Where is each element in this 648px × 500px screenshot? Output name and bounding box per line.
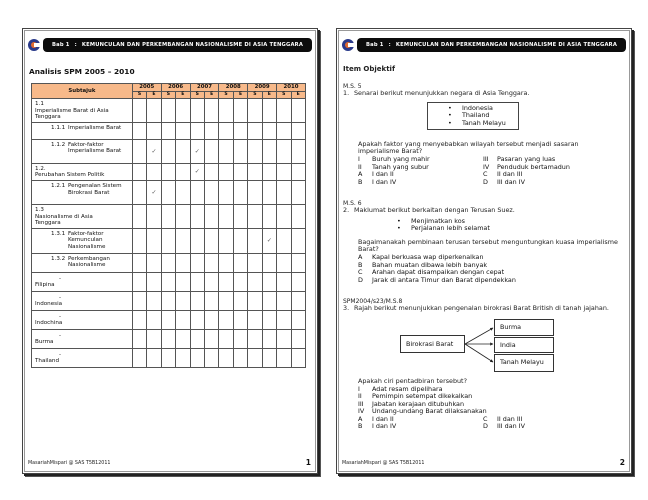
subtopic-header: Subtajuk: [32, 84, 133, 99]
analysis-cell-2007-E: [204, 348, 218, 367]
analysis-cell-2009-E: [262, 348, 276, 367]
q1-option-a[interactable]: A I dan II: [358, 170, 394, 178]
q2-number: 2.: [343, 206, 350, 214]
analysis-cell-2009-S: [248, 348, 262, 367]
analysis-cell-2010-E: [291, 139, 306, 163]
analysis-cell-2009-S: [248, 253, 262, 272]
chapter-number: Bab 1: [52, 42, 70, 48]
subtopic-label: Imperialisme Barat di Asia Tenggara: [35, 107, 109, 121]
list-item: • Thailand: [448, 111, 490, 120]
q2-reference: M.S. 6: [343, 200, 362, 207]
year-header: 2008: [219, 84, 248, 92]
analysis-cell-2007-E: [204, 163, 218, 180]
analysis-cell-2010-S: [277, 291, 291, 310]
analysis-cell-2008-E: [233, 204, 247, 228]
table-row: [32, 180, 306, 204]
analysis-cell-2005-E: [147, 348, 161, 367]
subtopic-number: -: [59, 275, 62, 282]
analysis-cell-2007-S: [190, 272, 204, 291]
analysis-cell-2009-E: [262, 139, 276, 163]
q3-statement: II Pemimpin setempat dikekalkan: [358, 392, 473, 400]
subtopic-number: 1.1.1: [51, 124, 66, 131]
analysis-cell-2006-E: [176, 122, 190, 139]
year-header: 2010: [277, 84, 306, 92]
list-item: • Menjimatkan kos: [397, 217, 465, 225]
analysis-cell-2009-S: [248, 99, 262, 123]
page-number: 2: [619, 458, 625, 467]
document-page-2: [336, 28, 632, 474]
analysis-cell-2010-S: [277, 99, 291, 123]
analysis-cell-2005-S: [132, 122, 146, 139]
q3-statement: I Adat resam dipelihara: [358, 384, 443, 393]
analysis-cell-2009-S: [248, 228, 262, 253]
sub-column-header: E: [291, 92, 306, 99]
checkmark-icon: ✓: [194, 168, 200, 176]
analysis-cell-2005-E: [147, 204, 161, 228]
subtopic-number: 1.3.1: [51, 230, 66, 237]
subtopic-label: Thailand: [35, 358, 60, 365]
checkmark-icon: ✓: [151, 188, 157, 196]
list-item: • Tanah Melayu: [448, 118, 506, 127]
page-footer: MasariahMispari @ SAS T5B12011: [342, 461, 425, 466]
analysis-cell-2005-S: [132, 180, 146, 204]
analysis-cell-2006-S: [161, 253, 175, 272]
analysis-cell-2007-S: [190, 204, 204, 228]
analysis-cell-2010-S: [277, 348, 291, 367]
subtopic-number: -: [59, 332, 62, 339]
analysis-cell-2010-S: [277, 139, 291, 163]
document-page-1: [22, 28, 318, 474]
analysis-cell-2007-E: [204, 291, 218, 310]
chapter-separator: :: [74, 42, 77, 48]
analysis-cell-2005-E: [147, 228, 161, 253]
diagram-target-box: India: [494, 337, 554, 353]
analysis-cell-2010-S: [277, 253, 291, 272]
analysis-cell-2009-E: [262, 329, 276, 348]
q1-statement: III Pasaran yang luas: [483, 155, 556, 163]
analysis-cell-2009-E: [262, 122, 276, 139]
analysis-cell-2005-S: [132, 348, 146, 367]
school-logo-icon: [28, 39, 40, 51]
analysis-cell-2006-S: [161, 122, 175, 139]
subtopic-number: 1.2.1: [51, 182, 66, 189]
analysis-cell-2010-E: [291, 253, 306, 272]
year-header: 2006: [161, 84, 190, 92]
analysis-cell-2007-E: [204, 310, 218, 329]
analysis-cell-2009-E: [262, 253, 276, 272]
analysis-cell-2007-E: [204, 272, 218, 291]
table-row: [32, 272, 306, 291]
analysis-cell-2008-S: [219, 163, 233, 180]
sub-column-header: S: [132, 92, 146, 99]
table-row: [32, 253, 306, 272]
analysis-cell-2005-E: [147, 99, 161, 123]
sub-column-header: E: [176, 92, 190, 99]
checkmark-icon: ✓: [194, 147, 200, 155]
analysis-cell-2009-E: [262, 228, 276, 253]
analysis-cell-2006-E: [176, 163, 190, 180]
analysis-cell-2010-S: [277, 310, 291, 329]
page-title: Analisis SPM 2005 – 2010: [29, 67, 135, 76]
table-row: [32, 204, 306, 228]
analysis-cell-2010-E: [291, 99, 306, 123]
analysis-cell-2009-E: [262, 272, 276, 291]
analysis-cell-2005-S: [132, 272, 146, 291]
sub-column-header: E: [262, 92, 276, 99]
q1-option-d[interactable]: D III dan IV: [483, 177, 525, 186]
q2-text: Maklumat berikut berkaitan dengan Terusan Suez.: [354, 206, 515, 214]
subtopic-cell: [32, 310, 133, 329]
analysis-cell-2007-E: [204, 122, 218, 139]
analysis-cell-2010-E: [291, 329, 306, 348]
analysis-cell-2007-S: [190, 310, 204, 329]
table-row: [32, 329, 306, 348]
table-row: [32, 139, 306, 163]
q2-option-c[interactable]: C Arahan dapat disampaikan dengan cepat: [358, 268, 505, 276]
analysis-cell-2007-S: [190, 329, 204, 348]
analysis-cell-2006-E: [176, 348, 190, 367]
analysis-cell-2005-S: [132, 228, 146, 253]
analysis-cell-2010-E: [291, 228, 306, 253]
analysis-cell-2008-S: [219, 272, 233, 291]
section-title: Item Objektif: [343, 65, 395, 73]
table-row: [32, 163, 306, 180]
analysis-cell-2007-S: [190, 99, 204, 123]
q1-question: Apakah faktor yang menyebabkan wilayah tersebut menjadi sasaran imperialisme Barat?: [358, 140, 579, 156]
analysis-cell-2007-S: [190, 291, 204, 310]
analysis-cell-2008-E: [233, 139, 247, 163]
analysis-cell-2005-S: [132, 163, 146, 180]
subtopic-label: Perkembangan Nasionalisme: [68, 255, 110, 269]
analysis-cell-2008-E: [233, 291, 247, 310]
analysis-cell-2005-E: [147, 180, 161, 204]
analysis-cell-2006-S: [161, 139, 175, 163]
analysis-cell-2005-E: [147, 272, 161, 291]
table-row: [32, 348, 306, 367]
subtopic-cell: [32, 139, 133, 163]
analysis-cell-2005-E: [147, 310, 161, 329]
analysis-cell-2009-S: [248, 163, 262, 180]
analysis-cell-2005-S: [132, 204, 146, 228]
analysis-cell-2005-E: [147, 163, 161, 180]
subtopic-label: Faktor-faktor Kemunculan Nasionalisme: [68, 230, 106, 250]
subtopic-label: Indonesia: [35, 301, 63, 308]
analysis-cell-2006-S: [161, 99, 175, 123]
analysis-cell-2005-E: [147, 253, 161, 272]
subtopic-number: -: [59, 351, 62, 358]
analysis-cell-2010-S: [277, 180, 291, 204]
analysis-cell-2005-S: [132, 329, 146, 348]
analysis-cell-2005-E: [147, 122, 161, 139]
checkmark-icon: ✓: [266, 237, 272, 245]
subtopic-number: 1.2.: [35, 165, 46, 172]
analysis-cell-2006-S: [161, 329, 175, 348]
analysis-cell-2009-S: [248, 139, 262, 163]
subtopic-label: Faktor-faktor Imperialisme Barat: [68, 141, 122, 155]
q3-statement: III Jabatan kerajaan ditubuhkan: [358, 399, 465, 408]
chapter-title: KEMUNCULAN DAN PERKEMBANGAN NASIONALISME DI ASIA TENGGARA: [81, 42, 304, 48]
subtopic-number: 1.1: [35, 101, 44, 107]
subtopic-number: 1.1.2: [51, 141, 66, 148]
sub-column-header: S: [248, 92, 262, 99]
subtopic-cell: [32, 99, 133, 123]
analysis-cell-2009-S: [248, 291, 262, 310]
q2-option-a[interactable]: A Kapal berkuasa wap diperkenalkan: [358, 253, 484, 261]
analysis-cell-2007-S: [190, 163, 204, 180]
analysis-cell-2006-S: [161, 228, 175, 253]
q1-statement: I Buruh yang mahir: [358, 155, 430, 163]
analysis-cell-2005-S: [132, 310, 146, 329]
subtopic-label: Pengenalan Sistem Birokrasi Barat: [68, 182, 122, 196]
diagram-target-box: Tanah Melayu: [494, 354, 554, 372]
subtopic-label: Burma: [35, 339, 54, 346]
q1-text: Senarai berikut menunjukkan negara di Asia Tenggara.: [354, 89, 530, 97]
analysis-cell-2007-E: [204, 253, 218, 272]
analysis-cell-2008-S: [219, 291, 233, 310]
subtopic-label: Imperialisme Barat: [68, 124, 122, 131]
analysis-cell-2005-E: [147, 139, 161, 163]
analysis-cell-2008-E: [233, 163, 247, 180]
analysis-cell-2005-S: [132, 139, 146, 163]
q1-statement: II Tanah yang subur: [358, 162, 429, 171]
subtopic-number: 1.3.2: [51, 255, 66, 262]
analysis-cell-2010-E: [291, 348, 306, 367]
chapter-header: [28, 38, 312, 52]
sub-column-header: E: [147, 92, 161, 99]
analysis-cell-2008-S: [219, 180, 233, 204]
analysis-cell-2008-S: [219, 329, 233, 348]
analysis-cell-2005-E: [147, 329, 161, 348]
analysis-cell-2006-E: [176, 329, 190, 348]
q2-option-d[interactable]: D Jarak di antara Timur dan Barat dipendekkan: [358, 275, 516, 284]
analysis-cell-2009-E: [262, 204, 276, 228]
chapter-separator: :: [388, 42, 391, 48]
sub-column-header: E: [233, 92, 247, 99]
sub-column-header: E: [204, 92, 218, 99]
sub-column-header: S: [219, 92, 233, 99]
q3-option-b[interactable]: B I dan IV: [358, 422, 397, 430]
analysis-cell-2008-E: [233, 180, 247, 204]
q3-option-a[interactable]: A I dan II: [358, 414, 394, 423]
analysis-cell-2007-E: [204, 228, 218, 253]
table-row: [32, 122, 306, 139]
subtopic-cell: [32, 180, 133, 204]
analysis-cell-2009-S: [248, 272, 262, 291]
analysis-cell-2009-S: [248, 122, 262, 139]
analysis-cell-2007-S: [190, 139, 204, 163]
spm-analysis-table: [31, 83, 306, 368]
analysis-cell-2006-S: [161, 291, 175, 310]
analysis-cell-2007-E: [204, 99, 218, 123]
table-row: [32, 310, 306, 329]
analysis-cell-2008-S: [219, 204, 233, 228]
analysis-cell-2006-E: [176, 291, 190, 310]
year-header: 2007: [190, 84, 219, 92]
analysis-cell-2008-E: [233, 253, 247, 272]
table-row: [32, 291, 306, 310]
sub-column-header: S: [190, 92, 204, 99]
page-footer: MasariahMispari @ SAS T5B12011: [28, 461, 111, 466]
chapter-title: KEMUNCULAN DAN PERKEMBANGAN NASIONALISME DI ASIA TENGGARA: [395, 42, 618, 48]
analysis-cell-2008-S: [219, 122, 233, 139]
q1-option-b[interactable]: B I dan IV: [358, 177, 397, 186]
analysis-cell-2009-E: [262, 99, 276, 123]
q3-statement: IV Undang-undang Barat dilaksanakan: [358, 407, 487, 415]
analysis-cell-2008-S: [219, 348, 233, 367]
analysis-cell-2006-E: [176, 272, 190, 291]
subtopic-cell: [32, 253, 133, 272]
diagram-source-box: Birokrasi Barat: [400, 335, 465, 353]
analysis-cell-2007-E: [204, 139, 218, 163]
analysis-cell-2006-E: [176, 180, 190, 204]
analysis-cell-2006-S: [161, 204, 175, 228]
q3-option-d[interactable]: D III dan IV: [483, 422, 525, 430]
analysis-cell-2010-S: [277, 329, 291, 348]
year-header: 2005: [132, 84, 161, 92]
q1-statement: IV Penduduk bertamadun: [483, 162, 570, 171]
analysis-cell-2009-S: [248, 180, 262, 204]
analysis-cell-2008-E: [233, 122, 247, 139]
subtopic-cell: [32, 228, 133, 253]
analysis-cell-2010-S: [277, 204, 291, 228]
analysis-cell-2010-E: [291, 204, 306, 228]
q2-question: Bagaimanakah pembinaan terusan tersebut menguntungkan kuasa imperialisme Barat?: [358, 238, 618, 254]
analysis-cell-2008-S: [219, 253, 233, 272]
analysis-cell-2007-E: [204, 180, 218, 204]
analysis-cell-2006-E: [176, 204, 190, 228]
analysis-cell-2005-E: [147, 291, 161, 310]
analysis-cell-2007-E: [204, 329, 218, 348]
subtopic-label: Perubahan Sistem Politik: [35, 172, 105, 179]
analysis-cell-2005-S: [132, 291, 146, 310]
table-body: [32, 99, 306, 368]
analysis-cell-2009-E: [262, 163, 276, 180]
subtopic-label: Filipina: [35, 282, 55, 289]
q3-question: Apakah ciri pentadbiran tersebut?: [358, 377, 467, 385]
analysis-cell-2008-E: [233, 228, 247, 253]
subtopic-label: Indochina: [35, 320, 63, 327]
chapter-header-bar: [43, 38, 312, 52]
sub-column-header: S: [161, 92, 175, 99]
analysis-cell-2006-S: [161, 163, 175, 180]
analysis-cell-2007-S: [190, 253, 204, 272]
analysis-cell-2010-S: [277, 122, 291, 139]
diagram-target-box: Burma: [494, 319, 554, 336]
subtopic-cell: [32, 291, 133, 310]
analysis-cell-2010-E: [291, 291, 306, 310]
analysis-cell-2010-E: [291, 310, 306, 329]
q1-number: 1.: [343, 89, 350, 97]
analysis-cell-2009-E: [262, 291, 276, 310]
analysis-cell-2008-S: [219, 228, 233, 253]
analysis-cell-2010-S: [277, 163, 291, 180]
subtopic-label: Nasionalisme di Asia Tenggara: [35, 213, 93, 227]
analysis-cell-2006-S: [161, 310, 175, 329]
q3-option-c[interactable]: C II dan III: [483, 414, 523, 423]
analysis-cell-2006-E: [176, 253, 190, 272]
analysis-cell-2005-S: [132, 253, 146, 272]
q2-option-b[interactable]: B Bahan muatan dibawa lebih banyak: [358, 260, 488, 269]
analysis-cell-2005-S: [132, 99, 146, 123]
list-item: • Indonesia: [448, 104, 493, 112]
table-row: [32, 228, 306, 253]
subtopic-cell: [32, 163, 133, 180]
analysis-cell-2006-S: [161, 180, 175, 204]
table-row: [32, 99, 306, 123]
analysis-cell-2008-E: [233, 329, 247, 348]
analysis-cell-2010-E: [291, 180, 306, 204]
subtopic-cell: [32, 272, 133, 291]
analysis-cell-2008-E: [233, 272, 247, 291]
analysis-cell-2010-E: [291, 272, 306, 291]
analysis-cell-2010-S: [277, 272, 291, 291]
analysis-cell-2008-E: [233, 348, 247, 367]
list-item: • Perjalanan lebih selamat: [397, 224, 490, 233]
subtopic-cell: [32, 348, 133, 367]
subtopic-cell: [32, 122, 133, 139]
year-header: 2009: [248, 84, 277, 92]
analysis-cell-2009-S: [248, 204, 262, 228]
analysis-cell-2010-S: [277, 228, 291, 253]
q3-reference: SPM2004/s23/M.S.8: [343, 298, 403, 305]
q1-reference: M.S. 5: [343, 83, 362, 90]
analysis-cell-2007-S: [190, 122, 204, 139]
analysis-cell-2007-S: [190, 180, 204, 204]
sub-column-header: S: [277, 92, 291, 99]
subtopic-cell: [32, 204, 133, 228]
q3-text: Rajah berikut menunjukkan pengenalan birokrasi Barat British di tanah jajahan.: [354, 304, 609, 312]
analysis-cell-2007-S: [190, 228, 204, 253]
subtopic-number: -: [59, 294, 62, 301]
analysis-cell-2006-E: [176, 139, 190, 163]
analysis-cell-2006-S: [161, 348, 175, 367]
analysis-cell-2008-S: [219, 99, 233, 123]
analysis-cell-2009-E: [262, 180, 276, 204]
analysis-cell-2009-S: [248, 310, 262, 329]
subtopic-cell: [32, 329, 133, 348]
chapter-number: Bab 1: [366, 42, 384, 48]
analysis-cell-2006-E: [176, 310, 190, 329]
analysis-cell-2009-S: [248, 329, 262, 348]
analysis-cell-2006-S: [161, 272, 175, 291]
analysis-cell-2008-S: [219, 139, 233, 163]
analysis-cell-2006-E: [176, 99, 190, 123]
q1-option-c[interactable]: C II dan III: [483, 170, 523, 178]
analysis-cell-2008-E: [233, 99, 247, 123]
subtopic-number: -: [59, 313, 62, 320]
analysis-cell-2006-E: [176, 228, 190, 253]
analysis-cell-2010-E: [291, 122, 306, 139]
q3-number: 3.: [343, 304, 350, 312]
subtopic-number: 1.3: [35, 206, 44, 213]
checkmark-icon: ✓: [151, 147, 157, 155]
analysis-cell-2008-S: [219, 310, 233, 329]
analysis-cell-2008-E: [233, 310, 247, 329]
analysis-cell-2007-E: [204, 204, 218, 228]
analysis-cell-2007-S: [190, 348, 204, 367]
page-number: 1: [305, 458, 311, 467]
analysis-cell-2009-E: [262, 310, 276, 329]
analysis-cell-2010-E: [291, 163, 306, 180]
